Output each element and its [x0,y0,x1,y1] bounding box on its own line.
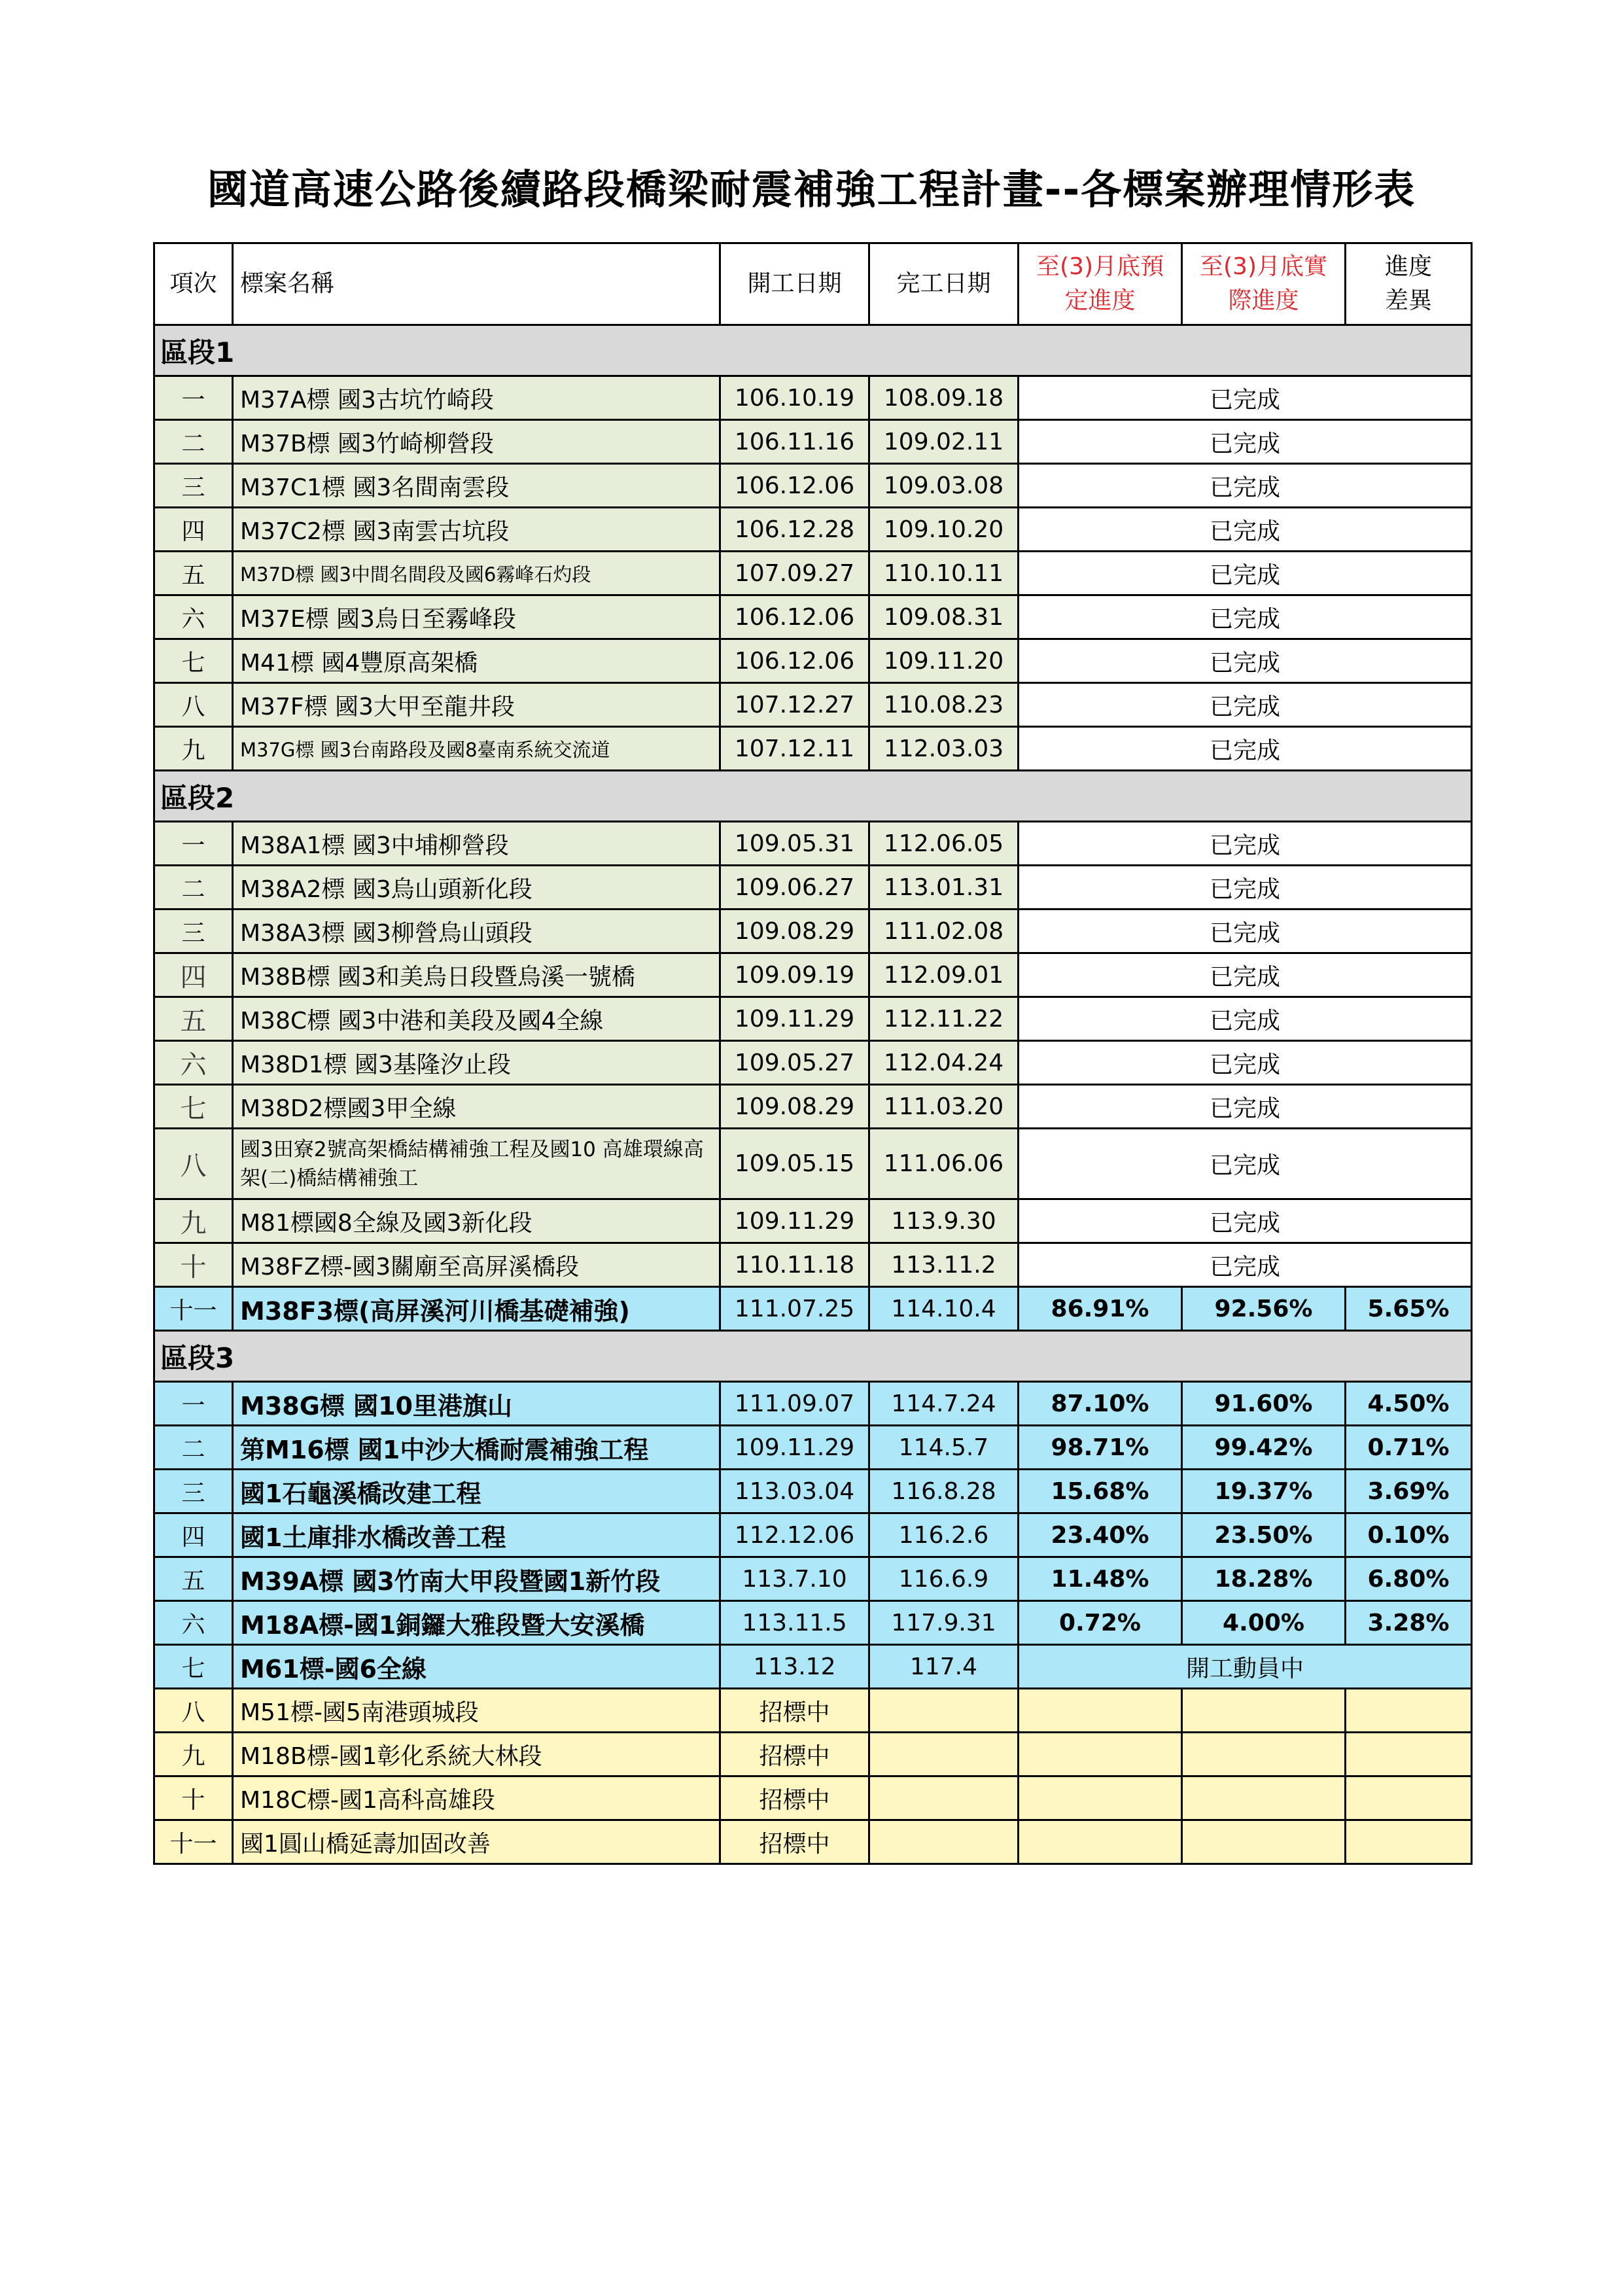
row-no: 二 [154,420,233,464]
table-row [154,376,1472,420]
row-start: 111.09.07 [720,1382,869,1426]
row-start: 106.12.28 [720,508,869,552]
table-row [154,1601,1472,1645]
table-row [154,1733,1472,1776]
table-row [154,1243,1472,1287]
row-diff: 0.71% [1346,1426,1472,1470]
row-name: M38D2標國3甲全線 [233,1085,720,1129]
row-no: 四 [154,508,233,552]
row-no: 十一 [154,1820,233,1864]
row-no: 九 [154,727,233,771]
row-no: 三 [154,1470,233,1513]
row-no: 二 [154,866,233,910]
row-no: 十 [154,1243,233,1287]
table-row [154,552,1472,595]
row-start: 106.12.06 [720,639,869,683]
row-no: 五 [154,1557,233,1601]
row-status: 已完成 [1019,683,1472,727]
row-status: 已完成 [1019,552,1472,595]
page-title: 國道高速公路後續路段橋梁耐震補強工程計畫--各標案辦理情形表 [207,166,1416,213]
header-progress-diff: 進度 差異 [1346,243,1472,325]
row-end: 117.9.31 [869,1601,1019,1645]
row-start: 109.11.29 [720,997,869,1041]
row-name: M37D標 國3中間名間段及國6霧峰石灼段 [233,552,720,595]
row-name: M38D1標 國3基隆汐止段 [233,1041,720,1085]
row-start: 106.12.06 [720,464,869,508]
table-row [154,1820,1472,1864]
row-status: 已完成 [1019,464,1472,508]
header-end-date: 完工日期 [869,243,1019,325]
row-end: 110.08.23 [869,683,1019,727]
row-diff: 4.50% [1346,1382,1472,1426]
row-start: 113.12 [720,1645,869,1689]
row-no: 一 [154,376,233,420]
row-diff: 5.65% [1346,1287,1472,1331]
row-end: 109.08.31 [869,595,1019,639]
row-status: 已完成 [1019,1243,1472,1287]
row-actual: 99.42% [1182,1426,1346,1470]
row-start: 113.03.04 [720,1470,869,1513]
bid-status-table [153,242,1473,1865]
table-row [154,464,1472,508]
row-status: 已完成 [1019,595,1472,639]
row-end: 111.06.06 [869,1129,1019,1199]
table-row [154,997,1472,1041]
row-end: 113.9.30 [869,1199,1019,1243]
row-start: 109.09.19 [720,953,869,997]
row-no: 五 [154,552,233,595]
row-end: 111.03.20 [869,1085,1019,1129]
table-row [154,727,1472,771]
row-start: 106.12.06 [720,595,869,639]
row-start: 109.05.31 [720,822,869,866]
row-start: 107.09.27 [720,552,869,595]
row-actual: 23.50% [1182,1513,1346,1557]
row-name: M37C1標 國3名間南雲段 [233,464,720,508]
row-no: 九 [154,1733,233,1776]
row-no: 三 [154,464,233,508]
row-status: 已完成 [1019,420,1472,464]
row-no: 一 [154,822,233,866]
row-start: 109.08.29 [720,910,869,953]
row-name: M38G標 國10里港旗山 [233,1382,720,1426]
row-status: 已完成 [1019,727,1472,771]
row-end: 112.09.01 [869,953,1019,997]
row-name: M18A標-國1銅鑼大雅段暨大安溪橋 [233,1601,720,1645]
row-planned: 98.71% [1019,1426,1182,1470]
row-start: 107.12.27 [720,683,869,727]
row-planned: 0.72% [1019,1601,1182,1645]
row-diff: 0.10% [1346,1513,1472,1557]
row-no: 四 [154,1513,233,1557]
row-name: M18C標-國1高科高雄段 [233,1776,720,1820]
table-row [154,1199,1472,1243]
row-end: 117.4 [869,1645,1019,1689]
row-end: 109.02.11 [869,420,1019,464]
table-row [154,1085,1472,1129]
table-row [154,866,1472,910]
row-no: 三 [154,910,233,953]
table-row [154,683,1472,727]
row-start: 113.7.10 [720,1557,869,1601]
table-row [154,953,1472,997]
row-end: 109.11.20 [869,639,1019,683]
row-start: 109.11.29 [720,1199,869,1243]
row-start: 招標中 [720,1820,869,1864]
row-name: 國1圓山橋延壽加固改善 [233,1820,720,1864]
row-planned: 15.68% [1019,1470,1182,1513]
row-start: 111.07.25 [720,1287,869,1331]
section-header-1: 區段1 [154,325,1472,376]
row-start: 招標中 [720,1689,869,1733]
row-no: 二 [154,1426,233,1470]
row-end: 109.10.20 [869,508,1019,552]
row-end: 111.02.08 [869,910,1019,953]
row-status: 已完成 [1019,1129,1472,1199]
row-name: M41標 國4豐原高架橋 [233,639,720,683]
row-name: M81標國8全線及國3新化段 [233,1199,720,1243]
table-row [154,639,1472,683]
row-name: 第M16標 國1中沙大橋耐震補強工程 [233,1426,720,1470]
row-start: 109.11.29 [720,1426,869,1470]
row-no: 七 [154,1085,233,1129]
row-start: 112.12.06 [720,1513,869,1557]
table-row [154,1287,1472,1331]
row-name: M18B標-國1彰化系統大林段 [233,1733,720,1776]
header-actual-progress: 至(3)月底實 際進度 [1182,243,1346,325]
row-actual: 92.56% [1182,1287,1346,1331]
row-name: M38A1標 國3中埔柳營段 [233,822,720,866]
row-end: 113.01.31 [869,866,1019,910]
row-start: 109.05.15 [720,1129,869,1199]
row-name: 國3田寮2號高架橋結構補強工程及國10 高雄環線高架(二)橋結構補強工 [233,1129,720,1199]
row-no: 四 [154,953,233,997]
row-diff: 6.80% [1346,1557,1472,1601]
row-start: 109.05.27 [720,1041,869,1085]
row-start: 106.10.19 [720,376,869,420]
row-no: 五 [154,997,233,1041]
row-name: M38C標 國3中港和美段及國4全線 [233,997,720,1041]
table-row [154,595,1472,639]
row-no: 六 [154,1601,233,1645]
row-start: 招標中 [720,1733,869,1776]
row-start: 106.11.16 [720,420,869,464]
row-planned: 23.40% [1019,1513,1182,1557]
row-actual: 19.37% [1182,1470,1346,1513]
row-no: 八 [154,1689,233,1733]
row-name: M37F標 國3大甲至龍井段 [233,683,720,727]
row-end: 116.2.6 [869,1513,1019,1557]
row-end: 112.06.05 [869,822,1019,866]
row-end: 116.8.28 [869,1470,1019,1513]
row-name: M37A標 國3古坑竹崎段 [233,376,720,420]
row-no: 七 [154,639,233,683]
row-start: 招標中 [720,1776,869,1820]
table-row [154,1513,1472,1557]
row-diff: 3.28% [1346,1601,1472,1645]
row-planned: 11.48% [1019,1557,1182,1601]
row-name: M37B標 國3竹崎柳營段 [233,420,720,464]
row-end: 108.09.18 [869,376,1019,420]
row-no: 七 [154,1645,233,1689]
row-planned: 86.91% [1019,1287,1182,1331]
row-no: 十 [154,1776,233,1820]
row-status: 已完成 [1019,639,1472,683]
row-start: 109.06.27 [720,866,869,910]
row-actual: 18.28% [1182,1557,1346,1601]
row-name: 國1土庫排水橋改善工程 [233,1513,720,1557]
row-name: M37G標 國3台南路段及國8臺南系統交流道 [233,727,720,771]
row-status: 已完成 [1019,508,1472,552]
table-row [154,1129,1472,1199]
row-name: M37C2標 國3南雲古坑段 [233,508,720,552]
row-end: 114.5.7 [869,1426,1019,1470]
table-row [154,1689,1472,1733]
row-status: 已完成 [1019,910,1472,953]
table-row [154,822,1472,866]
table-row [154,1645,1472,1689]
table-row [154,1382,1472,1426]
header-item: 項次 [154,243,233,325]
row-name: M38B標 國3和美烏日段暨烏溪一號橋 [233,953,720,997]
row-actual: 4.00% [1182,1601,1346,1645]
header-start-date: 開工日期 [720,243,869,325]
row-end: 109.03.08 [869,464,1019,508]
row-name: M38FZ標-國3關廟至高屏溪橋段 [233,1243,720,1287]
row-end: 114.10.4 [869,1287,1019,1331]
row-no: 八 [154,1129,233,1199]
row-name: M61標-國6全線 [233,1645,720,1689]
row-start: 113.11.5 [720,1601,869,1645]
row-end: 112.11.22 [869,997,1019,1041]
table-row [154,420,1472,464]
row-name: M38A2標 國3烏山頭新化段 [233,866,720,910]
table-header-row [154,243,1472,325]
row-end: 114.7.24 [869,1382,1019,1426]
table-row [154,508,1472,552]
row-status: 已完成 [1019,866,1472,910]
row-status: 已完成 [1019,1085,1472,1129]
row-name: 國1石龜溪橋改建工程 [233,1470,720,1513]
row-start: 107.12.11 [720,727,869,771]
row-no: 十一 [154,1287,233,1331]
row-planned: 87.10% [1019,1382,1182,1426]
row-status: 已完成 [1019,1041,1472,1085]
row-status: 已完成 [1019,376,1472,420]
row-status: 已完成 [1019,822,1472,866]
section-header-2: 區段2 [154,771,1472,822]
table-row [154,1776,1472,1820]
row-end: 112.03.03 [869,727,1019,771]
row-status: 開工動員中 [1019,1645,1472,1689]
row-no: 八 [154,683,233,727]
table-row [154,1426,1472,1470]
table-row [154,1041,1472,1085]
section-header-3: 區段3 [154,1331,1472,1382]
header-planned-progress: 至(3)月底預 定進度 [1019,243,1182,325]
row-start: 109.08.29 [720,1085,869,1129]
row-no: 一 [154,1382,233,1426]
row-status: 已完成 [1019,997,1472,1041]
row-no: 六 [154,595,233,639]
row-end: 110.10.11 [869,552,1019,595]
row-no: 六 [154,1041,233,1085]
row-end: 116.6.9 [869,1557,1019,1601]
row-name: M37E標 國3烏日至霧峰段 [233,595,720,639]
row-start: 110.11.18 [720,1243,869,1287]
row-diff: 3.69% [1346,1470,1472,1513]
table-row [154,1470,1472,1513]
row-name: M38A3標 國3柳營烏山頭段 [233,910,720,953]
row-status: 已完成 [1019,1199,1472,1243]
row-name: M51標-國5南港頭城段 [233,1689,720,1733]
row-no: 九 [154,1199,233,1243]
row-name: M38F3標(高屏溪河川橋基礎補強) [233,1287,720,1331]
table-row [154,1557,1472,1601]
header-name: 標案名稱 [233,243,720,325]
row-name: M39A標 國3竹南大甲段暨國1新竹段 [233,1557,720,1601]
row-status: 已完成 [1019,953,1472,997]
table-row [154,910,1472,953]
row-end: 112.04.24 [869,1041,1019,1085]
row-end: 113.11.2 [869,1243,1019,1287]
row-actual: 91.60% [1182,1382,1346,1426]
